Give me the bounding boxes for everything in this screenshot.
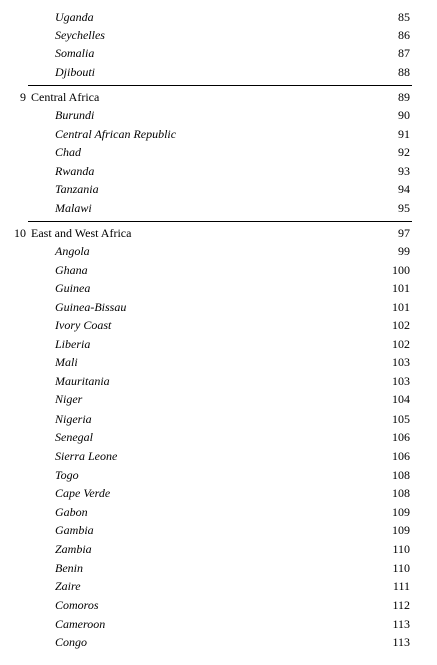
page-number: 102 xyxy=(392,337,410,351)
page-number: 89 xyxy=(398,90,410,104)
page-number: 112 xyxy=(392,598,410,612)
toc-entry-title: Seychelles xyxy=(55,28,105,42)
toc-entry-row xyxy=(0,503,437,521)
toc-entry-row xyxy=(0,577,437,595)
toc-entry-title: Zambia xyxy=(55,542,92,556)
toc-entry-title: Malawi xyxy=(55,201,92,215)
toc-entry-row xyxy=(0,199,437,217)
toc-entry-row xyxy=(0,316,437,334)
toc-entry-title: Angola xyxy=(55,244,90,258)
page-number: 102 xyxy=(392,318,410,332)
chapter-number: 9 xyxy=(20,90,26,104)
page-number: 103 xyxy=(392,355,410,369)
page-number: 88 xyxy=(398,65,410,79)
page-number: 99 xyxy=(398,244,410,258)
page-number: 108 xyxy=(392,486,410,500)
toc-entry-row xyxy=(0,8,437,26)
chapter-rule xyxy=(28,85,412,86)
toc-entry-title: Togo xyxy=(55,468,79,482)
toc-entry-row xyxy=(0,279,437,297)
page-number: 90 xyxy=(398,108,410,122)
page-number: 100 xyxy=(392,263,410,277)
toc-entry-row xyxy=(0,261,437,279)
toc-entry-row xyxy=(0,26,437,44)
page-number: 104 xyxy=(392,392,410,406)
toc-entry-row xyxy=(0,44,437,62)
toc-entry-row xyxy=(0,428,437,446)
page-number: 109 xyxy=(392,505,410,519)
toc-entry-row xyxy=(0,335,437,353)
toc-entry-title: Djibouti xyxy=(55,65,96,79)
toc-entry-title: Cape Verde xyxy=(55,486,111,500)
toc-chapter-row xyxy=(0,224,437,242)
toc-entry-row xyxy=(0,410,437,428)
chapter-number: 10 xyxy=(14,226,26,240)
toc-entry-title: Tanzania xyxy=(55,182,99,196)
page-number: 106 xyxy=(392,430,410,444)
toc-entry-row xyxy=(0,447,437,465)
page-number: 110 xyxy=(392,542,410,556)
toc-entry-row xyxy=(0,390,437,408)
toc-entry-title: Somalia xyxy=(55,46,95,60)
page-number: 113 xyxy=(392,617,410,631)
toc-entry-row xyxy=(0,466,437,484)
page-number: 95 xyxy=(398,201,410,215)
toc-entry-row xyxy=(0,180,437,198)
toc-entry-title: Gabon xyxy=(55,505,88,519)
toc-entry-title: Chad xyxy=(55,145,82,159)
chapter-title: Central Africa xyxy=(31,90,100,104)
toc-entry-row xyxy=(0,540,437,558)
page-number: 113 xyxy=(392,635,410,649)
page-number: 103 xyxy=(392,374,410,388)
toc-entry-row xyxy=(0,596,437,614)
toc-entry-row xyxy=(0,372,437,390)
page-number: 92 xyxy=(398,145,410,159)
toc-entry-title: Rwanda xyxy=(55,164,95,178)
toc-entry-row xyxy=(0,615,437,633)
toc-entry-title: Gambia xyxy=(55,523,94,537)
toc-entry-row xyxy=(0,484,437,502)
toc-entry-row xyxy=(0,242,437,260)
page-number: 85 xyxy=(398,10,410,24)
toc-entry-row xyxy=(0,521,437,539)
page-number: 105 xyxy=(392,412,410,426)
page-number: 87 xyxy=(398,46,410,60)
toc-chapter-row xyxy=(0,88,437,106)
toc-entry-title: Benin xyxy=(55,561,83,575)
toc-entry-row xyxy=(0,106,437,124)
toc-entry-row xyxy=(0,559,437,577)
toc-entry-title: Uganda xyxy=(55,10,94,24)
page-number: 101 xyxy=(392,281,410,295)
toc-entry-row xyxy=(0,125,437,143)
page-number: 110 xyxy=(392,561,410,575)
toc-entry-title: Guinea xyxy=(55,281,91,295)
toc-entry-row xyxy=(0,63,437,81)
toc-entry-row xyxy=(0,298,437,316)
toc-entry-title: Mali xyxy=(55,355,78,369)
toc-entry-row xyxy=(0,353,437,371)
toc-entry-title: Burundi xyxy=(55,108,95,122)
toc-entry-title: Liberia xyxy=(55,337,91,351)
toc-entry-title: Comoros xyxy=(55,598,99,612)
toc-entry-title: Zaire xyxy=(55,579,81,593)
toc-entry-title: Nigeria xyxy=(55,412,92,426)
page-number: 111 xyxy=(392,579,410,593)
page-number: 106 xyxy=(392,449,410,463)
page-number: 93 xyxy=(398,164,410,178)
toc-entry-title: Central African Republic xyxy=(55,127,177,141)
page-number: 109 xyxy=(392,523,410,537)
page-number: 86 xyxy=(398,28,410,42)
toc-entry-title: Cameroon xyxy=(55,617,106,631)
page-number: 94 xyxy=(398,182,410,196)
toc-entry-title: Ivory Coast xyxy=(55,318,112,332)
toc-entry-title: Senegal xyxy=(55,430,93,444)
toc-entry-title: Sierra Leone xyxy=(55,449,118,463)
toc-entry-title: Guinea-Bissau xyxy=(55,300,127,314)
toc-entry-title: Mauritania xyxy=(55,374,110,388)
toc-entry-row xyxy=(0,143,437,161)
chapter-title: East and West Africa xyxy=(31,226,132,240)
toc-entry-title: Ghana xyxy=(55,263,88,277)
page-number: 108 xyxy=(392,468,410,482)
page-number: 97 xyxy=(398,226,410,240)
toc-entry-title: Congo xyxy=(55,635,88,649)
page-number: 91 xyxy=(398,127,410,141)
toc-entry-title: Niger xyxy=(55,392,83,406)
page-number: 101 xyxy=(392,300,410,314)
toc-entry-row xyxy=(0,162,437,180)
toc-entry-row xyxy=(0,633,437,651)
chapter-rule xyxy=(28,221,412,222)
